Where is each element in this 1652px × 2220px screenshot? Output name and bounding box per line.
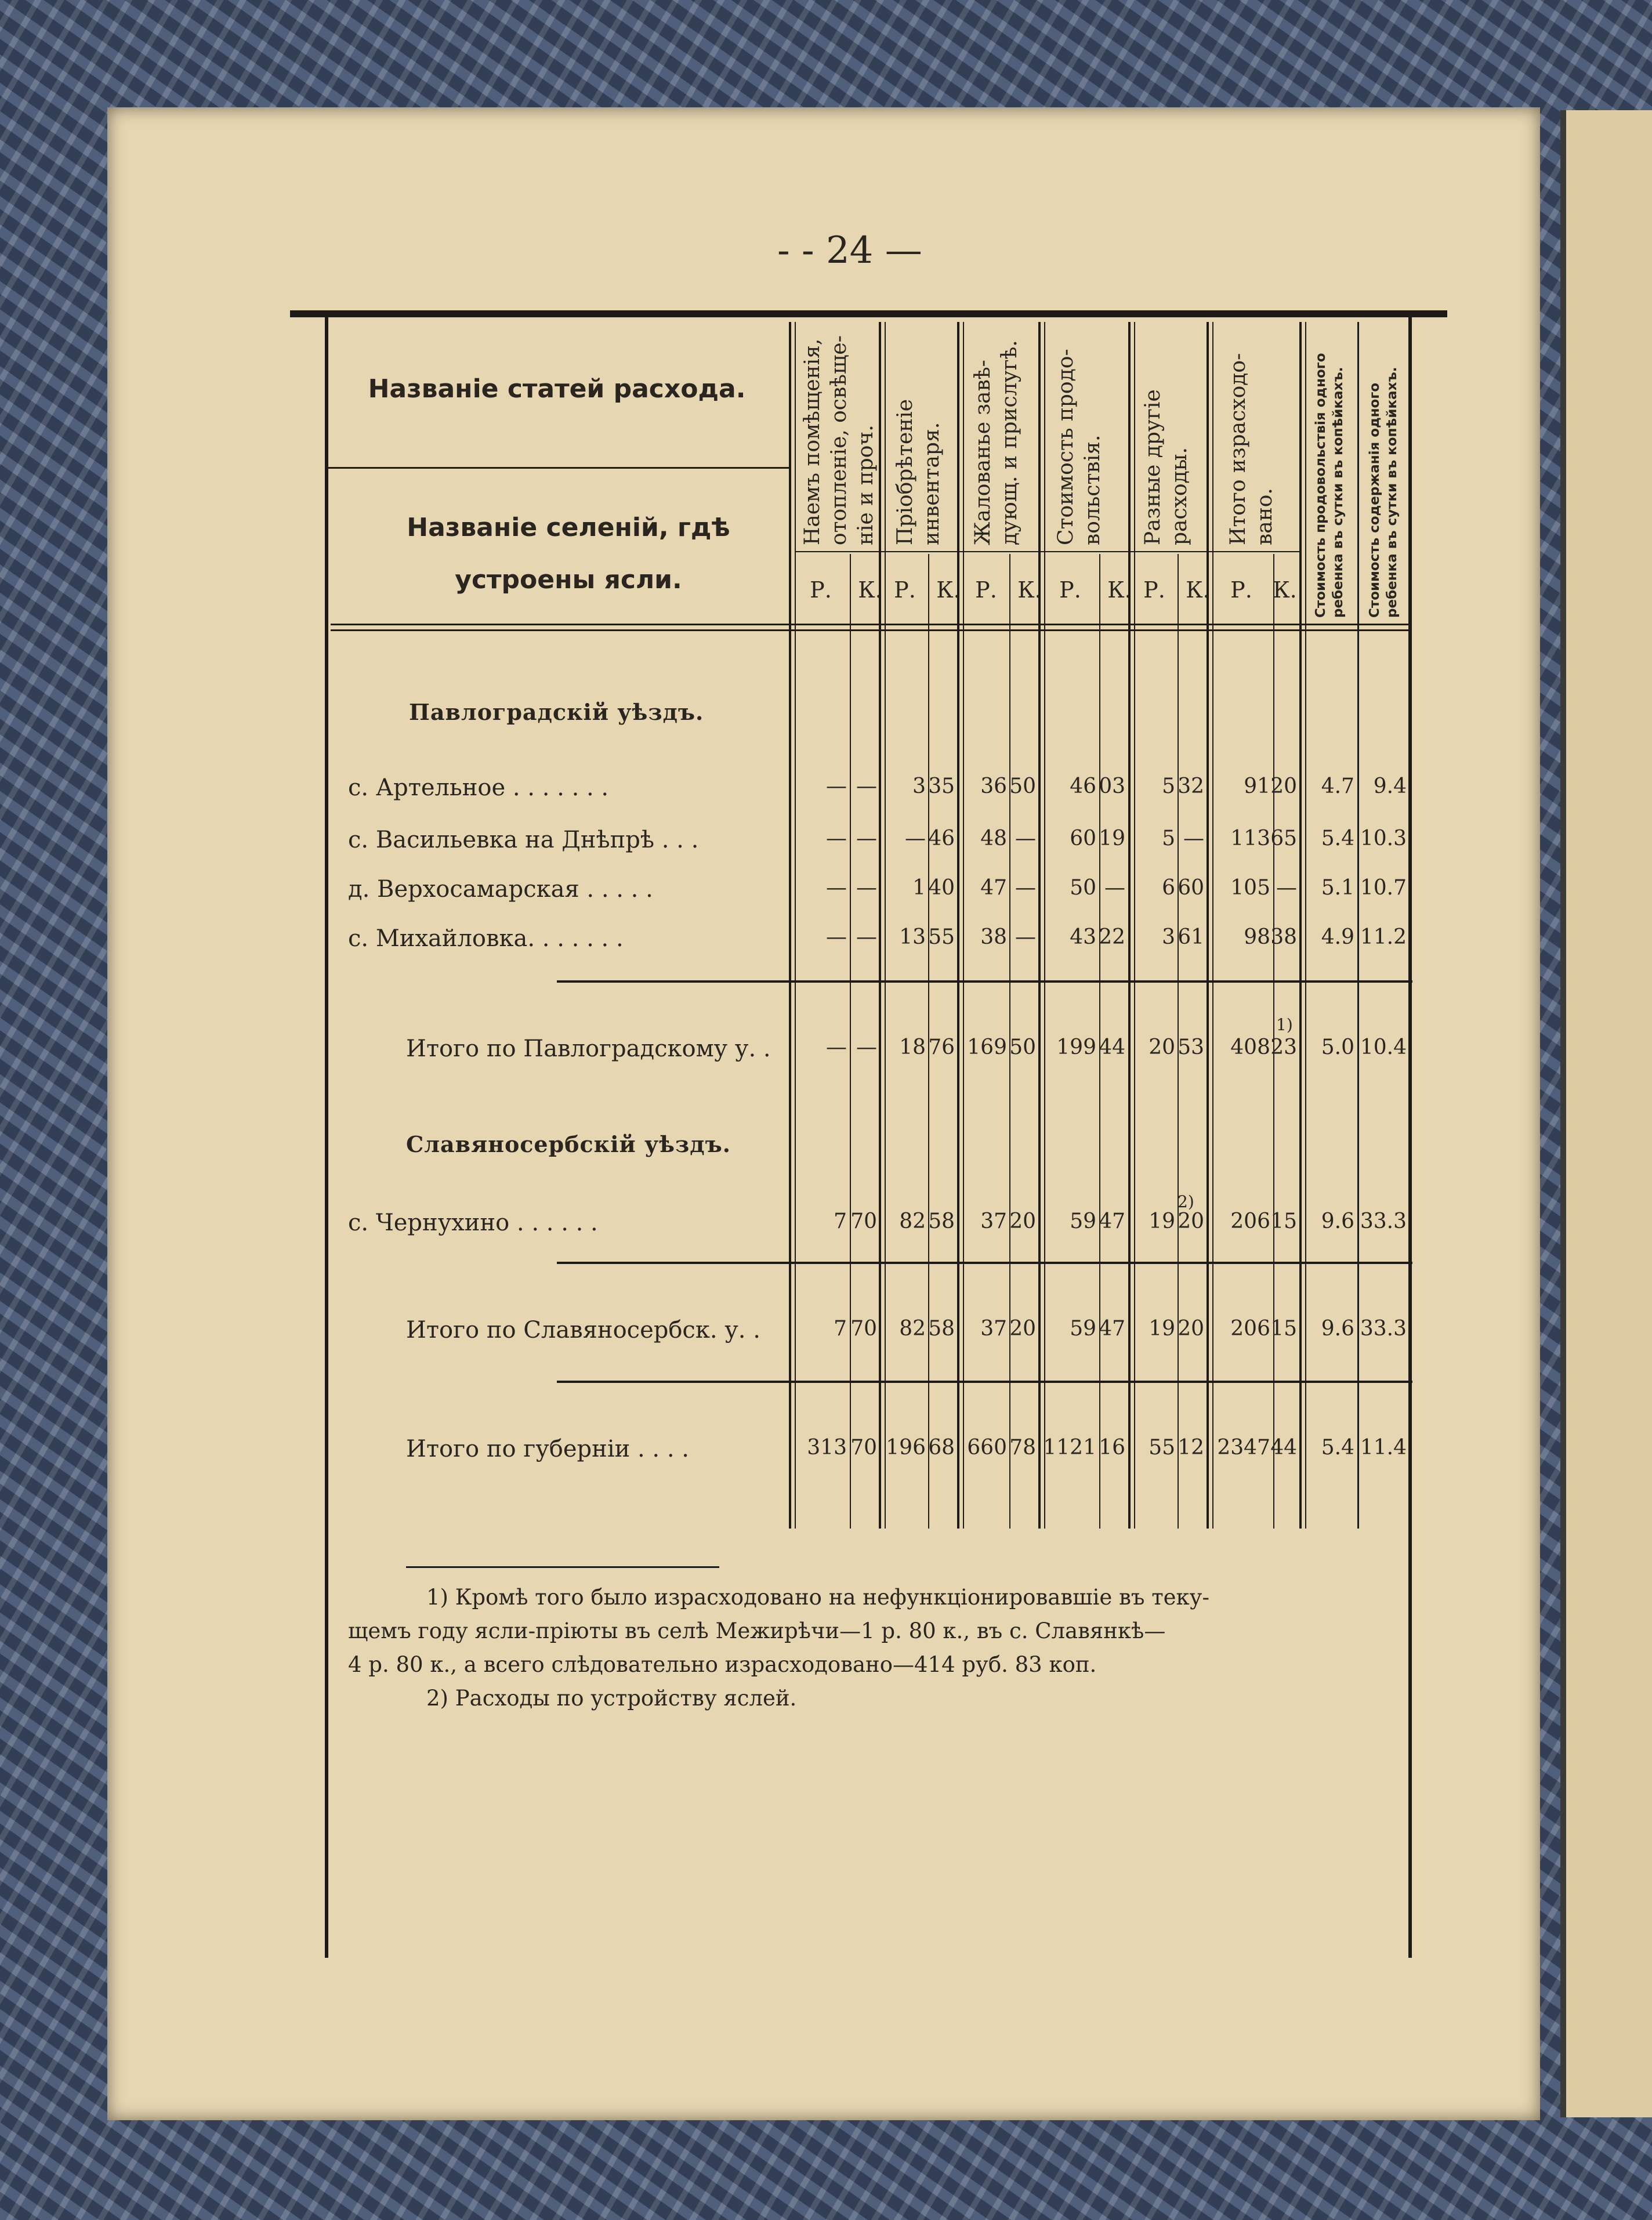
table-cell: 5 bbox=[1162, 827, 1175, 850]
unit-k: К. bbox=[858, 577, 882, 603]
table-cell: 20 bbox=[1178, 1209, 1204, 1233]
table-cell: — bbox=[1015, 876, 1036, 900]
table-cell: 55 bbox=[1149, 1436, 1175, 1460]
table-cell: — bbox=[856, 925, 877, 949]
table-row-label: Итого по губерніи . . . . bbox=[406, 1436, 689, 1462]
table-cell: 196 bbox=[886, 1436, 926, 1460]
table-cell: 91 bbox=[1244, 774, 1270, 798]
table-cell: 20 bbox=[1270, 774, 1297, 798]
table-cell: 70 bbox=[850, 1436, 877, 1460]
table-cell: 58 bbox=[928, 1209, 955, 1233]
subtotal-line bbox=[557, 980, 1412, 983]
table-cell: 19 bbox=[1149, 1317, 1175, 1341]
col-header-food-per-child: Стоимость продовольствія одного ребенка въ сутки въ копѣйкахъ. bbox=[1313, 353, 1346, 618]
table-cell: 15 bbox=[1270, 1209, 1297, 1233]
table-cell: 47 bbox=[1099, 1317, 1125, 1341]
table-cell: — bbox=[826, 827, 847, 850]
table-cell: 1121 bbox=[1043, 1436, 1096, 1460]
table-right-border bbox=[1408, 316, 1412, 1958]
table-cell: 47 bbox=[980, 876, 1007, 900]
unit-k: К. bbox=[1107, 577, 1132, 603]
table-cell: 61 bbox=[1178, 925, 1204, 949]
expense-items-title: Названіе статей расхода. bbox=[368, 374, 746, 404]
unit-k: К. bbox=[936, 577, 961, 603]
table-cell: 70 bbox=[850, 1317, 877, 1341]
table-cell: 40 bbox=[928, 876, 955, 900]
table-cell: 13 bbox=[899, 925, 926, 949]
table-cell: 76 bbox=[928, 1035, 955, 1059]
table-top-rule bbox=[290, 310, 1447, 317]
table-cell: 82 bbox=[899, 1209, 926, 1233]
col-line bbox=[1134, 322, 1135, 1529]
table-cell: 35 bbox=[928, 774, 955, 798]
table-cell: — bbox=[856, 1035, 877, 1059]
table-cell: 19 bbox=[1149, 1209, 1175, 1233]
table-cell: 3 bbox=[1162, 925, 1175, 949]
table-cell: — bbox=[826, 876, 847, 900]
unit-r: Р. bbox=[810, 577, 832, 603]
table-cell: 15 bbox=[1270, 1317, 1297, 1341]
table-cell: 9.6 bbox=[1321, 1317, 1354, 1341]
table-cell: 313 bbox=[807, 1436, 847, 1460]
table-row-label: с. Чернухино . . . . . . bbox=[348, 1209, 598, 1236]
table-cell: — bbox=[905, 827, 926, 850]
district-heading: Павлоградскій уѣздъ. bbox=[409, 699, 704, 725]
table-cell: — bbox=[1015, 925, 1036, 949]
table-cell: 58 bbox=[928, 1317, 955, 1341]
header-bottom-line bbox=[331, 624, 1410, 625]
table-cell: 03 bbox=[1099, 774, 1125, 798]
table-cell: 11.2 bbox=[1360, 925, 1407, 949]
table-cell: 98 bbox=[1244, 925, 1270, 949]
subtotal-line bbox=[557, 1381, 1412, 1383]
unit-r: Р. bbox=[975, 577, 997, 603]
table-cell: 4.9 bbox=[1321, 925, 1354, 949]
col-line bbox=[963, 322, 964, 1529]
unit-r: Р. bbox=[1143, 577, 1165, 603]
table-cell: — bbox=[856, 876, 877, 900]
table-cell: 5.4 bbox=[1321, 1436, 1354, 1460]
col-line bbox=[1305, 322, 1306, 1529]
col-line bbox=[1212, 322, 1213, 1529]
table-cell: 68 bbox=[928, 1436, 955, 1460]
table-cell: 1 bbox=[912, 876, 926, 900]
footnote-mark: 1) bbox=[1276, 1015, 1293, 1034]
col-header-inventory: Пріобрѣтеніе инвентаря. bbox=[893, 399, 944, 545]
table-cell: 5.0 bbox=[1321, 1035, 1354, 1059]
table-cell: 78 bbox=[1009, 1436, 1036, 1460]
table-cell: 18 bbox=[899, 1035, 926, 1059]
header-bottom-line-2 bbox=[331, 629, 1410, 631]
table-cell: 7 bbox=[834, 1317, 847, 1341]
table-cell: 10.3 bbox=[1360, 827, 1407, 850]
table-cell: — bbox=[826, 1035, 847, 1059]
table-row-label: с. Михайловка. . . . . . . bbox=[348, 925, 624, 952]
table-cell: 20 bbox=[1009, 1209, 1036, 1233]
col-line bbox=[1044, 322, 1045, 1529]
table-cell: 19 bbox=[1099, 827, 1125, 850]
table-row-label: с. Артельное . . . . . . . bbox=[348, 774, 609, 801]
col-header-cost-per-child: Стоимость содержанія одного ребенка въ сутки въ копѣйкахъ. bbox=[1367, 367, 1400, 618]
table-cell: 33.3 bbox=[1360, 1209, 1407, 1233]
footnote-line: щемъ году ясли-пріюты въ селѣ Межирѣчи—1 р. 80 к., въ с. Славянкѣ— bbox=[348, 1618, 1166, 1643]
table-cell: 105 bbox=[1230, 876, 1270, 900]
facing-page-edge bbox=[1560, 110, 1652, 2117]
col-line bbox=[1299, 322, 1302, 1529]
table-cell: 5.1 bbox=[1321, 876, 1354, 900]
col-header-rent: Наемъ помѣщенія, отопленіе, освѣще- ніе и проч. bbox=[800, 335, 878, 545]
table-cell: 48 bbox=[980, 827, 1007, 850]
footnote-line: 2) Расходы по устройству яслей. bbox=[426, 1686, 797, 1711]
table-cell: 53 bbox=[1178, 1035, 1204, 1059]
table-cell: 46 bbox=[928, 827, 955, 850]
col-line bbox=[1357, 322, 1359, 1529]
villages-title: Названіе селеній, гдѣ устроены ясли. bbox=[407, 513, 730, 595]
table-cell: 60 bbox=[1178, 876, 1204, 900]
table-cell: 36 bbox=[980, 774, 1007, 798]
table-cell: 3 bbox=[912, 774, 926, 798]
table-row-label: Итого по Славяносербск. у. . bbox=[406, 1317, 760, 1343]
table-cell: 44 bbox=[1270, 1436, 1297, 1460]
table-cell: 9.4 bbox=[1373, 774, 1407, 798]
table-cell: 38 bbox=[1270, 925, 1297, 949]
table-cell: 4.7 bbox=[1321, 774, 1354, 798]
table-cell: 46 bbox=[1070, 774, 1096, 798]
col-line bbox=[1038, 322, 1041, 1529]
district-heading: Славяносербскій уѣздъ. bbox=[406, 1131, 731, 1157]
table-cell: 70 bbox=[850, 1209, 877, 1233]
unit-k: К. bbox=[1017, 577, 1042, 603]
table-cell: 20 bbox=[1178, 1317, 1204, 1341]
table-cell: 33.3 bbox=[1360, 1317, 1407, 1341]
col-line bbox=[1128, 322, 1131, 1529]
table-cell: 9.6 bbox=[1321, 1209, 1354, 1233]
footnote-line: 4 р. 80 к., а всего слѣдовательно израсходовано—414 руб. 83 коп. bbox=[348, 1652, 1097, 1677]
subtotal-line bbox=[557, 1262, 1412, 1264]
table-cell: 206 bbox=[1230, 1317, 1270, 1341]
footnote-line: 1) Кромѣ того было израсходовано на нефункціонировавшіе въ теку- bbox=[426, 1585, 1209, 1610]
table-cell: 199 bbox=[1056, 1035, 1096, 1059]
col-line bbox=[957, 322, 959, 1529]
table-row-label: с. Васильевка на Днѣпрѣ . . . bbox=[348, 827, 699, 853]
page-number: - - 24 — bbox=[777, 229, 922, 272]
table-cell: 55 bbox=[928, 925, 955, 949]
table-cell: 65 bbox=[1270, 827, 1297, 850]
table-cell: — bbox=[826, 774, 847, 798]
table-cell: — bbox=[856, 827, 877, 850]
unit-r: Р. bbox=[1230, 577, 1252, 603]
table-cell: 59 bbox=[1070, 1317, 1096, 1341]
unit-r: Р. bbox=[894, 577, 916, 603]
table-row-label: Итого по Павлоградскому у. . bbox=[406, 1035, 771, 1062]
table-cell: 7 bbox=[834, 1209, 847, 1233]
table-cell: 43 bbox=[1070, 925, 1096, 949]
table-cell: 11.4 bbox=[1360, 1436, 1407, 1460]
table-cell: 206 bbox=[1230, 1209, 1270, 1233]
table-row-label: д. Верхосамарская . . . . . bbox=[348, 876, 653, 903]
col-header-other: Разные другіе расходы. bbox=[1141, 389, 1191, 545]
col-header-total: Итого израсходо- вано. bbox=[1226, 353, 1277, 545]
col-line bbox=[795, 322, 796, 1529]
table-cell: 12 bbox=[1178, 1436, 1204, 1460]
table-cell: 408 bbox=[1230, 1035, 1270, 1059]
table-cell: — bbox=[1104, 876, 1125, 900]
table-cell: 5.4 bbox=[1321, 827, 1354, 850]
col-line bbox=[885, 322, 886, 1529]
table-cell: 20 bbox=[1009, 1317, 1036, 1341]
table-cell: 10.7 bbox=[1360, 876, 1407, 900]
table-cell: 59 bbox=[1070, 1209, 1096, 1233]
table-cell: — bbox=[1015, 827, 1036, 850]
table-cell: 2347 bbox=[1217, 1436, 1270, 1460]
table-cell: 10.4 bbox=[1360, 1035, 1407, 1059]
table-cell: 169 bbox=[967, 1035, 1007, 1059]
unit-k: К. bbox=[1186, 577, 1210, 603]
table-cell: 6 bbox=[1162, 876, 1175, 900]
unit-r: Р. bbox=[1059, 577, 1081, 603]
col-header-food: Стоимость продо- вольствія. bbox=[1054, 349, 1104, 545]
table-cell: 22 bbox=[1099, 925, 1125, 949]
table-cell: 38 bbox=[980, 925, 1007, 949]
table-cell: 660 bbox=[967, 1436, 1007, 1460]
col-line bbox=[789, 322, 791, 1529]
table-cell: 60 bbox=[1070, 827, 1096, 850]
table-cell: 37 bbox=[980, 1317, 1007, 1341]
table-cell: 47 bbox=[1099, 1209, 1125, 1233]
unit-k: К. bbox=[1273, 577, 1297, 603]
header-split-line bbox=[325, 467, 789, 469]
table-left-border bbox=[325, 316, 328, 1958]
footnote-mark: 2) bbox=[1178, 1192, 1194, 1211]
table-cell: 16 bbox=[1099, 1436, 1125, 1460]
table-cell: 50 bbox=[1009, 774, 1036, 798]
footnote-rule bbox=[406, 1566, 719, 1568]
table-cell: 37 bbox=[980, 1209, 1007, 1233]
table-cell: 44 bbox=[1099, 1035, 1125, 1059]
table-cell: — bbox=[856, 774, 877, 798]
table-cell: — bbox=[826, 925, 847, 949]
table-cell: 20 bbox=[1149, 1035, 1175, 1059]
table-cell: 82 bbox=[899, 1317, 926, 1341]
table-cell: 50 bbox=[1070, 876, 1096, 900]
table-cell: — bbox=[1183, 827, 1204, 850]
table-cell: — bbox=[1276, 876, 1297, 900]
unit-row-line bbox=[795, 551, 1299, 552]
table-cell: 5 bbox=[1162, 774, 1175, 798]
table-cell: 23 bbox=[1270, 1035, 1297, 1059]
table-cell: 50 bbox=[1009, 1035, 1036, 1059]
table-cell: 32 bbox=[1178, 774, 1204, 798]
col-header-salary: Жалованье завѣ- дующ. и прислугѣ. bbox=[971, 340, 1021, 545]
table-cell: 113 bbox=[1230, 827, 1270, 850]
col-line bbox=[1207, 322, 1209, 1529]
